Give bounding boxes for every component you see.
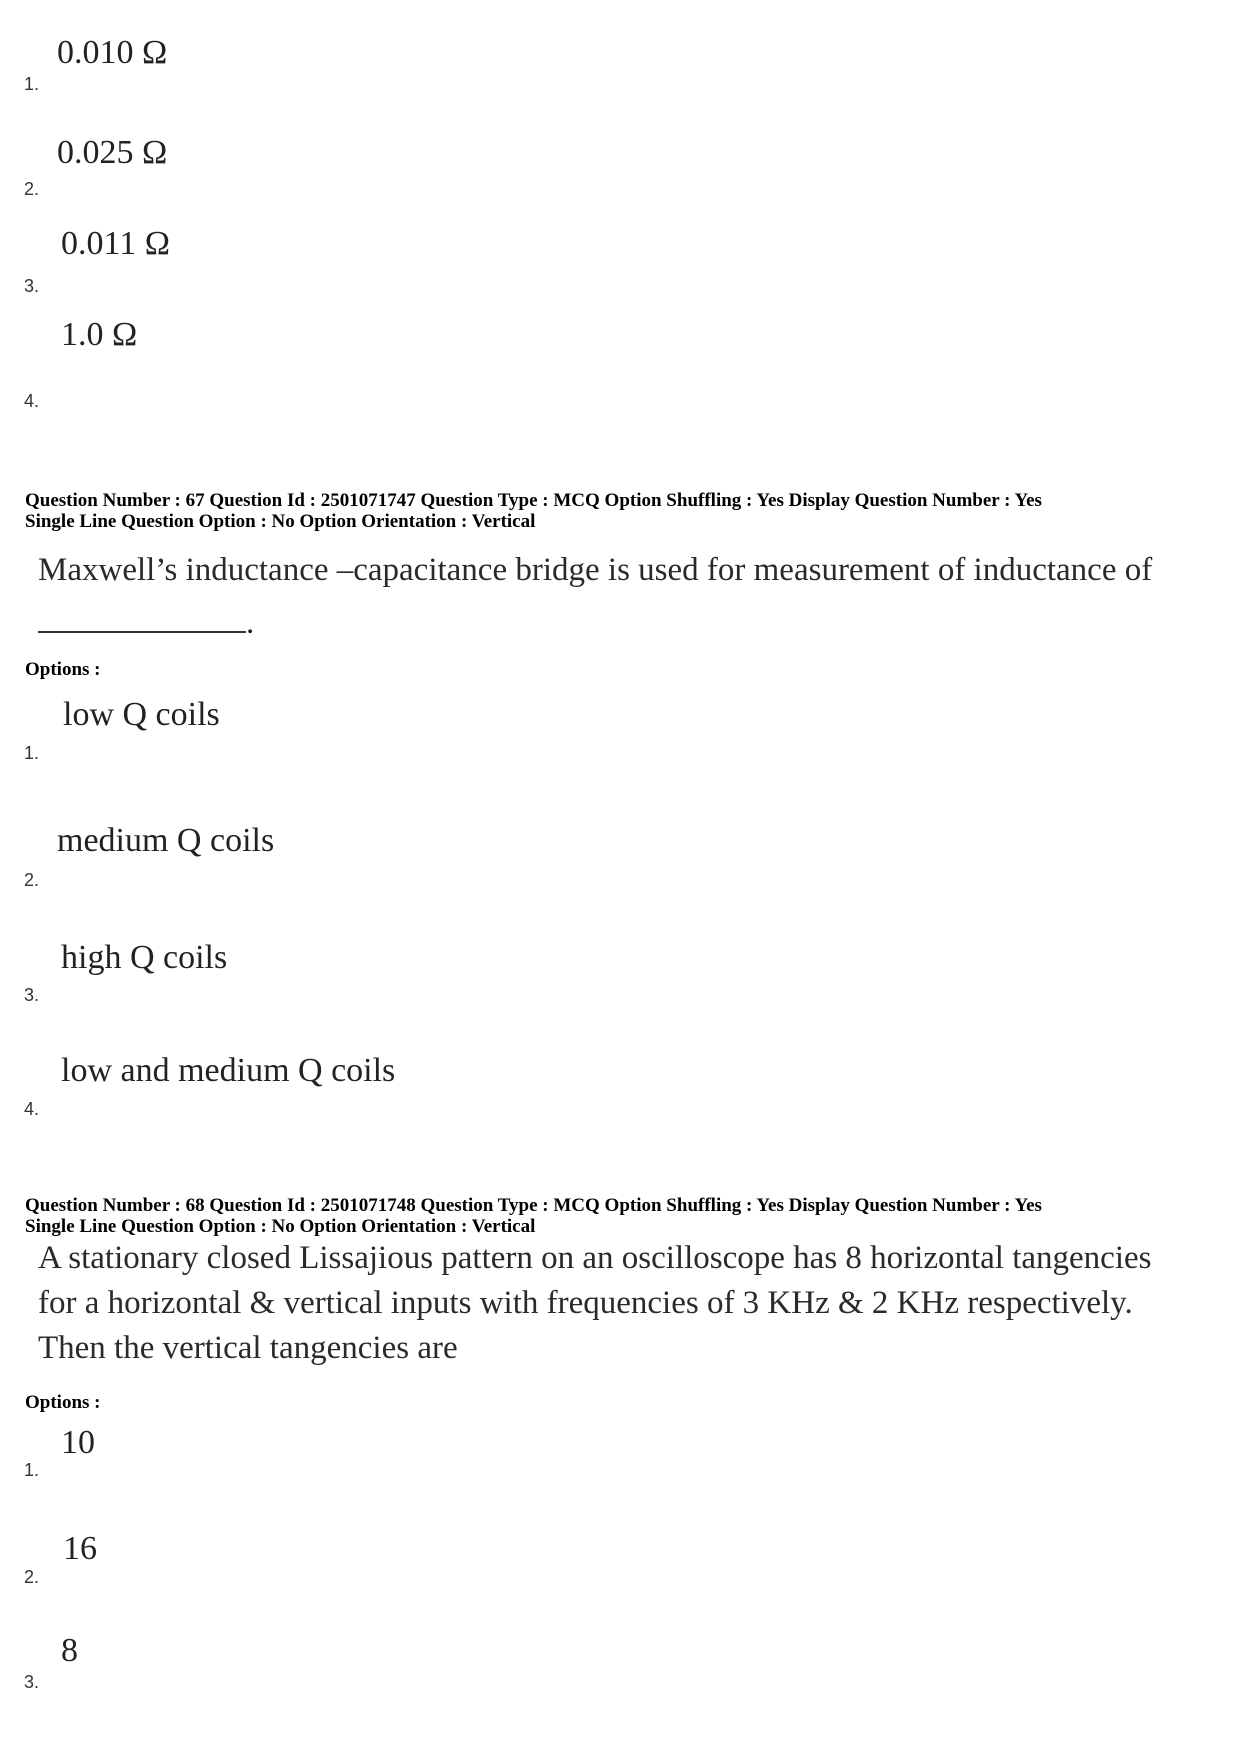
q67-option-2-number: 2. [24, 870, 40, 890]
q68-meta-line-1: Question Number : 68 Question Id : 2501071748 Question Type : MCQ Option Shuffling : Yes Display Question Number : Yes [25, 1195, 1042, 1216]
q67-meta-line-1: Question Number : 67 Question Id : 2501071747 Question Type : MCQ Option Shuffling : Yes Display Question Number : Yes [25, 490, 1042, 511]
q68-question-line-2: for a horizontal & vertical inputs with frequencies of 3 KHz & 2 KHz respectively. [38, 1285, 1133, 1321]
prev-option-3-number: 3. [24, 276, 40, 296]
q68-option-3-text: 8 [61, 1632, 78, 1669]
q68-question-line-3: Then the vertical tangencies are [38, 1330, 458, 1366]
q67-question-text [38, 548, 1218, 593]
prev-option-4-text: 1.0 Ω [61, 316, 138, 353]
prev-option-4-number: 4. [24, 391, 40, 411]
q67-option-4-number: 4. [24, 1099, 40, 1119]
q68-option-3-number: 3. [24, 1672, 40, 1692]
q67-answer-blank [38, 605, 254, 642]
q67-question-sentence: Maxwell’s inductance –capacitance bridge is used for measurement of inductance of [38, 552, 1153, 588]
q68-question-text [38, 1236, 1218, 1371]
q68-option-1-text: 10 [61, 1424, 95, 1461]
q67-option-3-number: 3. [24, 985, 40, 1005]
prev-option-3-text: 0.011 Ω [61, 225, 171, 262]
prev-option-2-text: 0.025 Ω [57, 134, 168, 171]
prev-option-2-number: 2. [24, 179, 40, 199]
prev-option-1-text: 0.010 Ω [57, 34, 168, 71]
q68-options-label: Options : [25, 1392, 101, 1413]
prev-option-1-number: 1. [24, 74, 40, 94]
q67-option-1-text: low Q coils [63, 696, 220, 733]
q67-option-1-number: 1. [24, 743, 40, 763]
blank-line [38, 605, 246, 633]
q67-option-3-text: high Q coils [61, 939, 228, 976]
q68-option-2-text: 16 [63, 1530, 97, 1567]
q67-options-label: Options : [25, 659, 101, 680]
q68-question-line-1: A stationary closed Lissajious pattern on an oscilloscope has 8 horizontal tangencies [38, 1240, 1152, 1276]
q68-option-1-number: 1. [24, 1460, 40, 1480]
q67-option-2-text: medium Q coils [57, 822, 275, 859]
q67-question-end: . [246, 605, 255, 641]
q67-meta-line-2: Single Line Question Option : No Option Orientation : Vertical [25, 511, 536, 532]
q67-option-4-text: low and medium Q coils [61, 1052, 396, 1089]
q68-option-2-number: 2. [24, 1567, 40, 1587]
q68-meta-line-2: Single Line Question Option : No Option Orientation : Vertical [25, 1216, 536, 1237]
